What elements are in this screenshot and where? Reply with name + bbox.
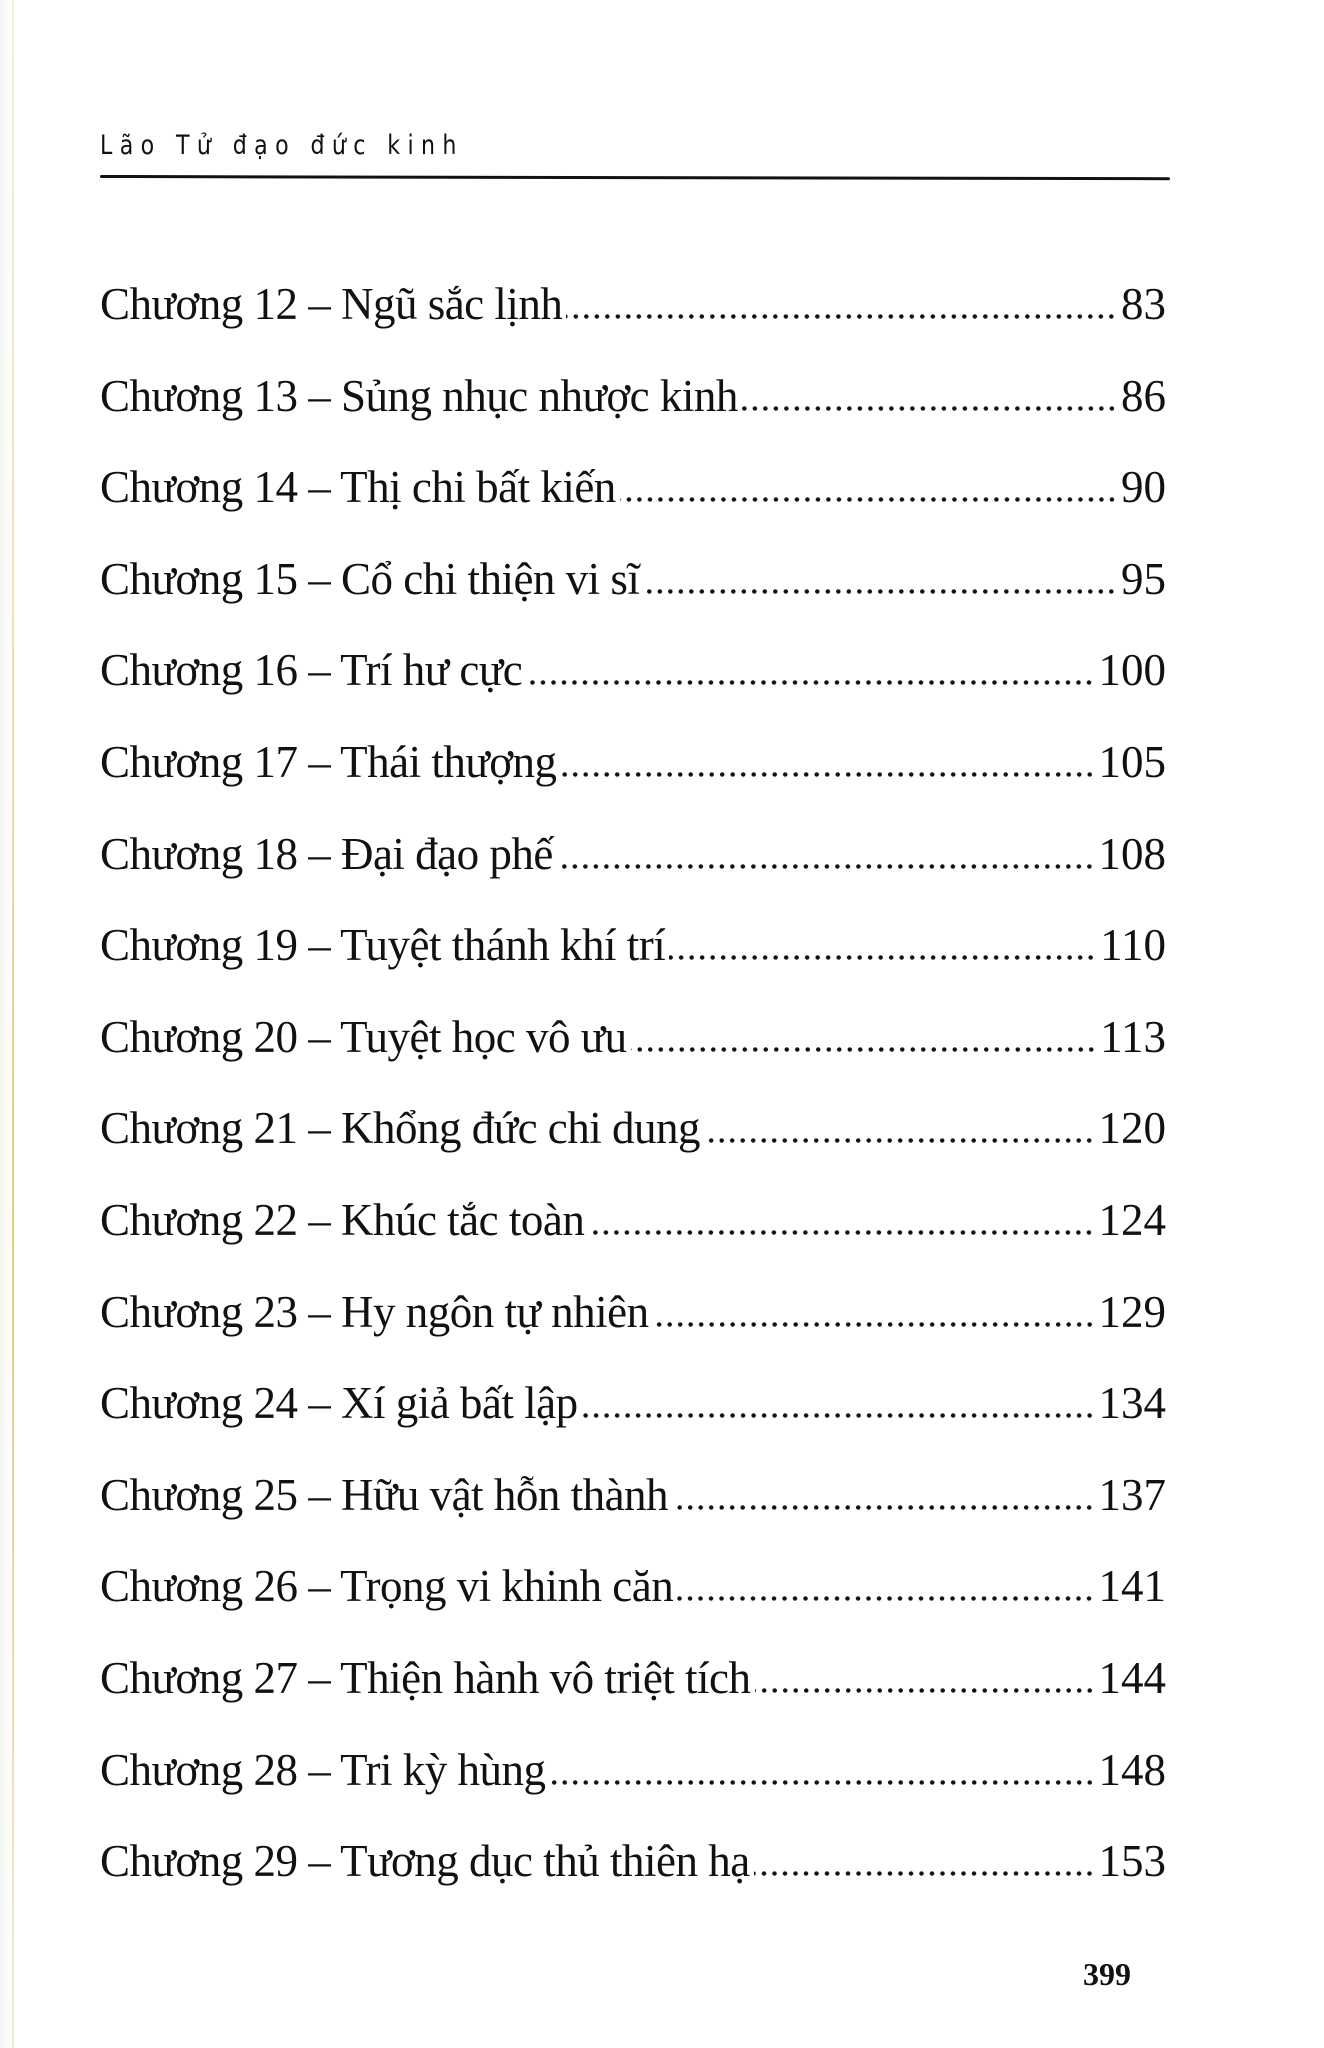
toc-entry-title: Chương 14 – Thị chi bất kiến [100, 462, 616, 513]
toc-entry [100, 1469, 1166, 1561]
dot-leader [704, 1133, 1094, 1143]
toc-entry-page: 153 [1098, 1836, 1166, 1887]
toc-entry-page: 124 [1098, 1194, 1166, 1245]
dot-leader [643, 584, 1117, 594]
header-rule [100, 175, 1170, 180]
page-edge [12, 0, 14, 2048]
toc-entry [100, 553, 1166, 645]
toc-entry-page: 144 [1098, 1652, 1166, 1703]
toc-entry [100, 1835, 1166, 1927]
dot-leader [620, 492, 1117, 502]
running-header: Lão Tử đạo đức kinh [100, 130, 464, 161]
toc-entry-page: 113 [1100, 1011, 1166, 1062]
dot-leader [754, 1866, 1095, 1876]
toc-entry [100, 736, 1166, 828]
toc-entry-page: 141 [1098, 1561, 1166, 1612]
toc-entry [100, 370, 1166, 462]
toc-entry-title: Chương 13 – Sủng nhục nhược kinh [100, 370, 738, 421]
dot-leader [631, 1042, 1097, 1052]
toc-entry [100, 1194, 1166, 1286]
toc-entry-title: Chương 22 – Khúc tắc toàn [100, 1194, 585, 1245]
toc-entry-page: 110 [1100, 920, 1166, 971]
dot-leader [550, 1775, 1095, 1785]
toc-entry-title: Chương 25 – Hữu vật hỗn thành [100, 1469, 669, 1520]
toc-entry-title: Chương 15 – Cổ chi thiện vi sĩ [100, 553, 640, 604]
dot-leader [561, 767, 1095, 777]
toc-entry-page: 134 [1098, 1378, 1166, 1429]
dot-leader [672, 1500, 1094, 1510]
toc-entry-title: Chương 12 – Ngũ sắc lịnh [100, 279, 563, 329]
toc-entry-title: Chương 19 – Tuyệt thánh khí trí [100, 920, 666, 971]
toc-entry-title: Chương 23 – Hy ngôn tự nhiên [100, 1286, 649, 1337]
toc-entry-page: 108 [1098, 828, 1166, 879]
page-number: 399 [1083, 1956, 1131, 1992]
toc-entry [100, 461, 1166, 553]
toc-entry [100, 1286, 1166, 1378]
table-of-contents [100, 278, 1166, 1927]
toc-entry [100, 1652, 1166, 1744]
toc-entry [100, 919, 1166, 1011]
toc-entry-page: 129 [1098, 1286, 1166, 1337]
toc-entry-title: Chương 29 – Tương dục thủ thiên hạ [100, 1836, 750, 1887]
dot-leader [557, 859, 1095, 869]
toc-entry-page: 105 [1098, 736, 1166, 787]
dot-leader [669, 950, 1096, 960]
toc-entry [100, 1744, 1166, 1836]
toc-entry-page: 83 [1121, 279, 1166, 329]
toc-entry [100, 828, 1166, 920]
toc-entry [100, 1011, 1166, 1103]
toc-entry-title: Chương 27 – Thiện hành vô triệt tích [100, 1652, 751, 1703]
toc-entry-title: Chương 20 – Tuyệt học vô ưu [100, 1011, 627, 1062]
toc-entry-page: 90 [1121, 462, 1166, 513]
dot-leader [588, 1225, 1094, 1235]
toc-entry-title: Chương 16 – Trí hư cực [100, 645, 523, 696]
toc-entry-title: Chương 26 – Trọng vi khinh căn [100, 1561, 674, 1612]
toc-entry-page: 100 [1098, 645, 1166, 696]
toc-entry-title: Chương 18 – Đại đạo phế [100, 828, 553, 879]
dot-leader [755, 1683, 1095, 1693]
toc-entry [100, 644, 1166, 736]
toc-entry-page: 120 [1098, 1103, 1166, 1154]
dot-leader [742, 401, 1117, 411]
dot-leader [677, 1591, 1094, 1601]
toc-entry [100, 1377, 1166, 1469]
toc-entry-page: 137 [1098, 1469, 1166, 1520]
toc-entry-page: 95 [1121, 553, 1166, 604]
page-shadow [0, 0, 12, 2048]
dot-leader [526, 675, 1094, 685]
toc-entry-title: Chương 24 – Xí giả bất lập [100, 1378, 578, 1429]
dot-leader [653, 1317, 1095, 1327]
toc-entry-page: 86 [1121, 370, 1166, 421]
dot-leader [566, 309, 1117, 319]
toc-entry [100, 1560, 1166, 1652]
toc-entry [100, 1102, 1166, 1194]
toc-entry-title: Chương 21 – Khổng đức chi dung [100, 1103, 701, 1154]
toc-entry-title: Chương 28 – Tri kỳ hùng [100, 1744, 546, 1795]
toc-entry [100, 278, 1166, 370]
toc-entry-page: 148 [1098, 1744, 1166, 1795]
toc-entry-title: Chương 17 – Thái thượng [100, 736, 557, 787]
dot-leader [582, 1408, 1095, 1418]
